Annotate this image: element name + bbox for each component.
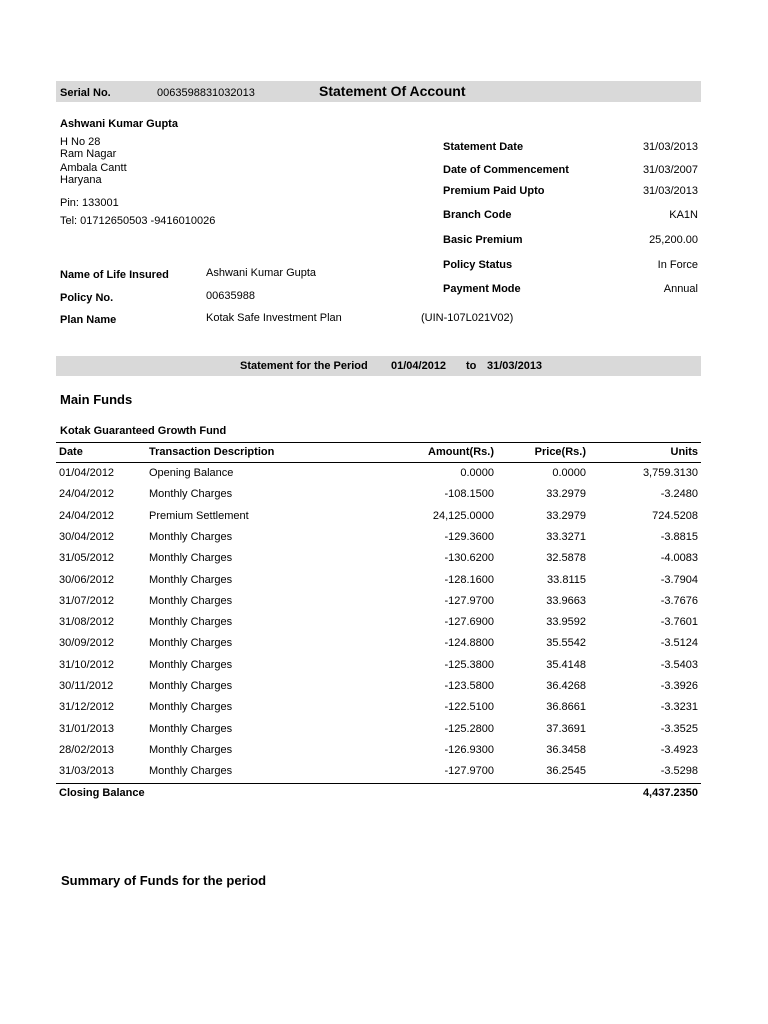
cell-amount: -125.3800 bbox=[444, 658, 494, 671]
cell-units: 3,759.3130 bbox=[642, 467, 698, 479]
serial-label: Serial No. bbox=[60, 87, 111, 99]
cell-price: 0.0000 bbox=[552, 467, 586, 479]
cell-description: Monthly Charges bbox=[149, 680, 233, 692]
cell-description: Monthly Charges bbox=[149, 743, 233, 756]
policy-status-label: Policy Status bbox=[443, 259, 513, 271]
cell-amount: -125.2800 bbox=[444, 722, 494, 735]
cell-date: 31/01/2013 bbox=[59, 722, 115, 735]
table-header bbox=[56, 443, 701, 464]
closing-balance-label: Closing Balance bbox=[59, 787, 145, 799]
life-insured-value: Ashwani Kumar Gupta bbox=[206, 267, 317, 279]
cell-amount: 0.0000 bbox=[460, 467, 494, 479]
cell-date: 30/11/2012 bbox=[59, 680, 114, 692]
cell-date: 28/02/2013 bbox=[59, 743, 115, 756]
premium-paid-upto-value: 31/03/2013 bbox=[642, 185, 698, 197]
cell-price: 32.5878 bbox=[546, 552, 586, 565]
plan-name-label: Plan Name bbox=[60, 314, 117, 326]
cell-description: Monthly Charges bbox=[149, 530, 233, 543]
cell-units: -3.3231 bbox=[660, 701, 698, 714]
cell-amount: -127.9700 bbox=[444, 594, 494, 607]
table-row bbox=[56, 592, 701, 613]
customer-name: Ashwani Kumar Gupta bbox=[60, 118, 178, 130]
cell-units: -3.8815 bbox=[660, 530, 698, 543]
premium-paid-upto-label: Premium Paid Upto bbox=[443, 185, 545, 197]
cell-units: -3.5298 bbox=[660, 765, 698, 778]
plan-name-value: Kotak Safe Investment Plan bbox=[206, 312, 342, 324]
cell-amount: -127.6900 bbox=[444, 616, 494, 629]
cell-date: 30/04/2012 bbox=[59, 530, 115, 543]
period-label: Statement for the Period bbox=[240, 360, 368, 372]
cell-price: 36.4268 bbox=[546, 680, 586, 692]
cell-units: -4.0083 bbox=[660, 552, 698, 565]
cell-price: 33.8115 bbox=[547, 573, 586, 586]
cell-price: 33.2979 bbox=[546, 509, 586, 522]
cell-date: 31/10/2012 bbox=[59, 658, 115, 671]
closing-balance-row bbox=[56, 784, 701, 805]
cell-units: -3.5403 bbox=[660, 658, 698, 671]
statement-date-label: Statement Date bbox=[443, 141, 524, 153]
cell-date: 30/06/2012 bbox=[59, 573, 115, 586]
table-row bbox=[56, 698, 701, 719]
address-line-4: Haryana bbox=[60, 174, 102, 186]
basic-premium-label: Basic Premium bbox=[443, 234, 523, 246]
period-to-word: to bbox=[466, 360, 477, 372]
cell-amount: 24,125.0000 bbox=[432, 509, 494, 522]
cell-units: -3.3926 bbox=[660, 680, 698, 692]
cell-price: 36.8661 bbox=[546, 701, 586, 714]
cell-date: 24/04/2012 bbox=[59, 488, 115, 501]
address-line-3: Ambala Cantt bbox=[60, 162, 127, 174]
cell-date: 30/09/2012 bbox=[59, 637, 115, 650]
cell-description: Monthly Charges bbox=[149, 722, 233, 735]
table-row bbox=[56, 485, 701, 506]
cell-price: 35.5542 bbox=[546, 637, 586, 650]
cell-units: -3.3525 bbox=[660, 722, 698, 735]
cell-amount: -130.6200 bbox=[444, 552, 494, 565]
table-row bbox=[56, 528, 701, 549]
cell-amount: -128.1600 bbox=[444, 573, 494, 586]
header-units: Units bbox=[670, 446, 698, 458]
cell-date: 31/12/2012 bbox=[59, 701, 115, 714]
commencement-date-label: Date of Commencement bbox=[443, 164, 569, 176]
address-pin: Pin: 133001 bbox=[60, 197, 119, 209]
summary-title: Summary of Funds for the period bbox=[61, 873, 267, 888]
period-bar bbox=[56, 356, 701, 376]
table-row bbox=[56, 677, 701, 698]
cell-description: Monthly Charges bbox=[149, 616, 233, 629]
table-row bbox=[56, 613, 701, 634]
cell-description: Opening Balance bbox=[149, 467, 234, 479]
cell-date: 24/04/2012 bbox=[59, 509, 115, 522]
serial-value: 0063598831032013 bbox=[157, 87, 255, 99]
table-row bbox=[56, 720, 701, 741]
cell-amount: -124.8800 bbox=[444, 637, 494, 650]
table-row bbox=[56, 571, 701, 592]
header-amount: Amount(Rs.) bbox=[428, 446, 494, 458]
cell-units: -3.2480 bbox=[660, 488, 698, 501]
plan-uin: (UIN-107L021V02) bbox=[421, 312, 514, 324]
life-insured-label: Name of Life Insured bbox=[60, 269, 169, 281]
table-row bbox=[56, 741, 701, 762]
basic-premium-value: 25,200.00 bbox=[649, 234, 698, 246]
cell-price: 33.2979 bbox=[546, 488, 586, 501]
header-date: Date bbox=[59, 446, 83, 458]
table-row bbox=[56, 634, 701, 655]
cell-description: Monthly Charges bbox=[149, 573, 233, 586]
cell-amount: -127.9700 bbox=[444, 765, 494, 778]
cell-units: -3.4923 bbox=[660, 743, 698, 756]
table-row bbox=[56, 762, 701, 783]
cell-description: Monthly Charges bbox=[149, 658, 233, 671]
commencement-date-value: 31/03/2007 bbox=[642, 164, 698, 176]
cell-description: Monthly Charges bbox=[149, 488, 233, 501]
cell-amount: -122.5100 bbox=[444, 701, 494, 714]
table-header-rule bbox=[56, 462, 701, 463]
cell-units: 724.5208 bbox=[652, 509, 698, 522]
branch-code-value: KA1N bbox=[669, 209, 698, 221]
table-row bbox=[56, 507, 701, 528]
cell-description: Monthly Charges bbox=[149, 552, 233, 565]
cell-units: -3.7601 bbox=[660, 616, 698, 629]
main-funds-title: Main Funds bbox=[60, 392, 133, 407]
policy-no-value: 00635988 bbox=[206, 290, 255, 302]
header-price: Price(Rs.) bbox=[534, 446, 586, 458]
cell-price: 33.9663 bbox=[546, 594, 586, 607]
address-line-1: H No 28 bbox=[60, 136, 101, 148]
statement-date-value: 31/03/2013 bbox=[642, 141, 698, 153]
period-from: 01/04/2012 bbox=[391, 360, 447, 372]
cell-amount: -123.5800 bbox=[444, 680, 494, 692]
branch-code-label: Branch Code bbox=[443, 209, 512, 221]
cell-description: Monthly Charges bbox=[149, 765, 233, 778]
cell-amount: -108.1500 bbox=[444, 488, 494, 501]
cell-price: 33.9592 bbox=[546, 616, 586, 629]
payment-mode-value: Annual bbox=[663, 283, 698, 295]
cell-price: 33.3271 bbox=[546, 530, 586, 543]
address-tel: Tel: 01712650503 -9416010026 bbox=[60, 215, 216, 227]
cell-description: Monthly Charges bbox=[149, 637, 233, 650]
cell-price: 35.4148 bbox=[546, 658, 586, 671]
policy-status-value: In Force bbox=[657, 259, 698, 271]
address-line-2: Ram Nagar bbox=[60, 148, 117, 160]
cell-date: 01/04/2012 bbox=[59, 467, 115, 479]
cell-units: -3.5124 bbox=[660, 637, 698, 650]
cell-amount: -126.9300 bbox=[444, 743, 494, 756]
cell-description: Premium Settlement bbox=[149, 509, 249, 522]
table-row bbox=[56, 549, 701, 570]
cell-description: Monthly Charges bbox=[149, 701, 233, 714]
cell-price: 36.3458 bbox=[546, 743, 586, 756]
table-row bbox=[56, 656, 701, 677]
cell-description: Monthly Charges bbox=[149, 594, 233, 607]
policy-no-label: Policy No. bbox=[60, 292, 114, 304]
cell-price: 36.2545 bbox=[546, 765, 586, 778]
cell-amount: -129.3600 bbox=[444, 530, 494, 543]
cell-units: -3.7904 bbox=[660, 573, 698, 586]
fund-name: Kotak Guaranteed Growth Fund bbox=[60, 425, 227, 437]
header-description: Transaction Description bbox=[149, 446, 275, 458]
cell-date: 31/07/2012 bbox=[59, 594, 115, 607]
period-to: 31/03/2013 bbox=[487, 360, 543, 372]
cell-price: 37.3691 bbox=[546, 722, 586, 735]
page-title: Statement Of Account bbox=[319, 83, 466, 99]
cell-date: 31/03/2013 bbox=[59, 765, 115, 778]
cell-date: 31/05/2012 bbox=[59, 552, 115, 565]
table-row bbox=[56, 464, 701, 485]
cell-units: -3.7676 bbox=[660, 594, 698, 607]
cell-date: 31/08/2012 bbox=[59, 616, 115, 629]
closing-balance-units: 4,437.2350 bbox=[642, 787, 698, 799]
payment-mode-label: Payment Mode bbox=[443, 283, 521, 295]
